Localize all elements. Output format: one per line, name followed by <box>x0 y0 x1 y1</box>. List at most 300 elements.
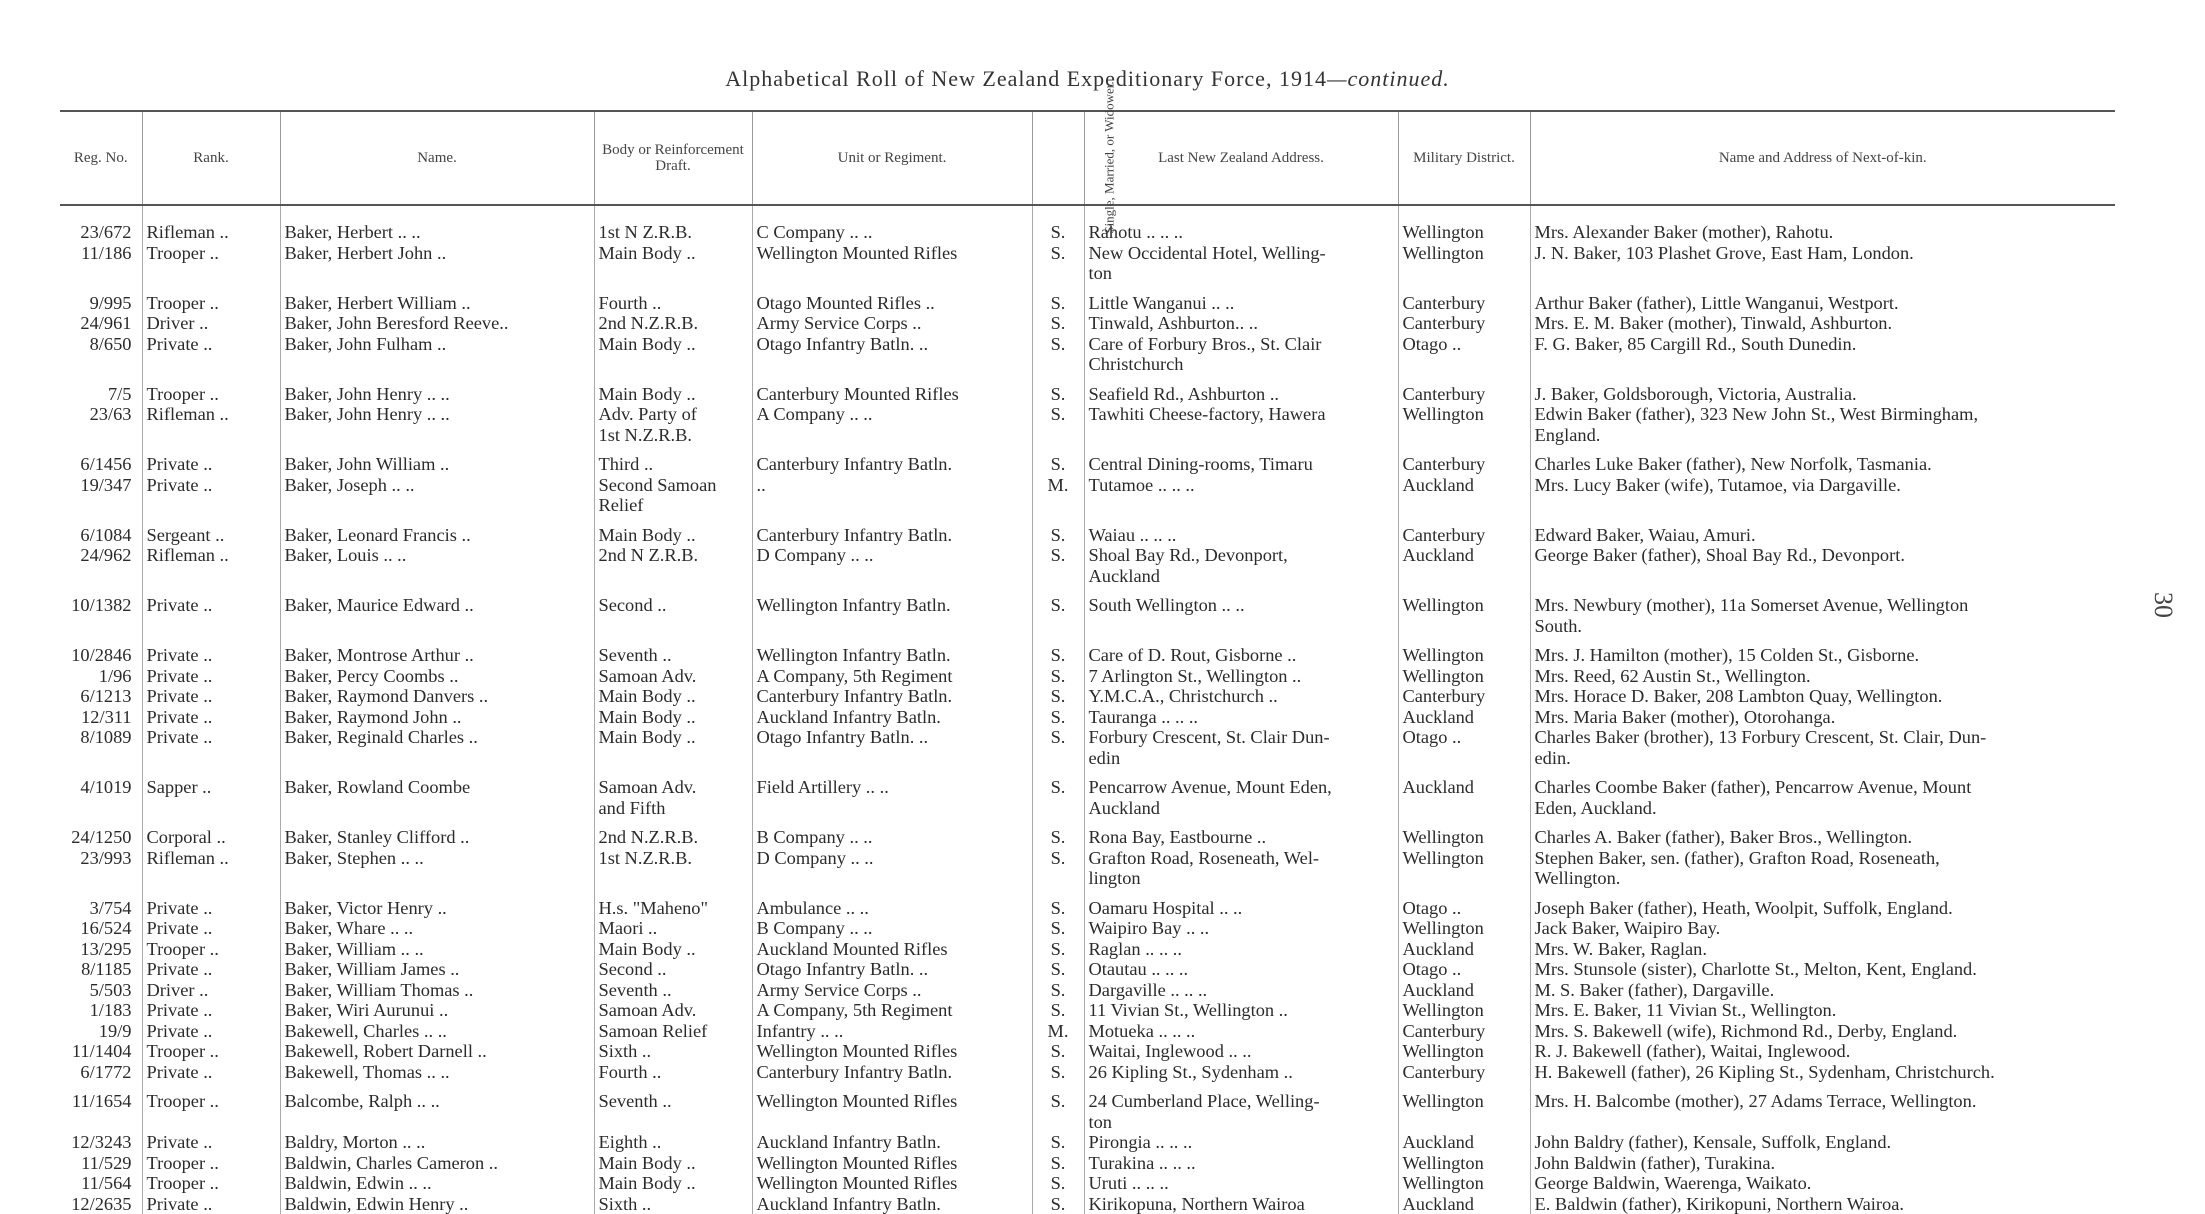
table-row <box>60 1062 2115 1083</box>
cell-rank: Trooper .. <box>142 375 280 405</box>
cell-kin: Mrs. S. Bakewell (wife), Richmond Rd., Derby, England. <box>1530 1021 2115 1042</box>
cell-body: 2nd N Z.R.B. <box>594 545 752 586</box>
cell-address: Seafield Rd., Ashburton .. <box>1084 375 1398 405</box>
cell-marital: M. <box>1032 1021 1084 1042</box>
table-row <box>60 1173 2115 1194</box>
cell-marital: S. <box>1032 848 1084 889</box>
cell-marital: S. <box>1032 243 1084 284</box>
cell-reg-no: 1/96 <box>60 666 142 687</box>
cell-body: Adv. Party of 1st N.Z.R.B. <box>594 404 752 445</box>
cell-rank: Private .. <box>142 918 280 939</box>
cell-kin: Mrs. Horace D. Baker, 208 Lambton Quay, Wellington. <box>1530 686 2115 707</box>
cell-address: Rahotu .. .. .. <box>1084 205 1398 243</box>
cell-unit: A Company .. .. <box>752 404 1032 445</box>
cell-name: Baker, Wiri Aurunui .. <box>280 1000 594 1021</box>
cell-district: Wellington <box>1398 586 1530 636</box>
cell-address: Dargaville .. .. .. <box>1084 980 1398 1001</box>
table-row <box>60 404 2115 445</box>
col-header-unit: Unit or Regiment. <box>752 111 1032 205</box>
cell-unit: B Company .. .. <box>752 818 1032 848</box>
cell-kin: Mrs. Maria Baker (mother), Otorohanga. <box>1530 707 2115 728</box>
cell-rank: Private .. <box>142 707 280 728</box>
cell-marital: S. <box>1032 545 1084 586</box>
table-row <box>60 686 2115 707</box>
cell-rank: Trooper .. <box>142 939 280 960</box>
cell-marital: S. <box>1032 313 1084 334</box>
cell-district: Wellington <box>1398 243 1530 284</box>
cell-district: Wellington <box>1398 818 1530 848</box>
page-number: 30 <box>2148 592 2178 618</box>
col-header-marital-label: Single, Married, or Widower. <box>1102 81 1115 233</box>
col-header-address: Last New Zealand Address. <box>1084 111 1398 205</box>
cell-kin: John Baldry (father), Kensale, Suffolk, England. <box>1530 1132 2115 1153</box>
cell-name: Baker, Herbert .. .. <box>280 205 594 243</box>
cell-body: Sixth .. <box>594 1041 752 1062</box>
cell-rank: Rifleman .. <box>142 205 280 243</box>
cell-address: Little Wanganui .. .. <box>1084 284 1398 314</box>
cell-rank: Driver .. <box>142 980 280 1001</box>
cell-reg-no: 23/672 <box>60 205 142 243</box>
cell-name: Bakewell, Robert Darnell .. <box>280 1041 594 1062</box>
cell-rank: Private .. <box>142 475 280 516</box>
cell-name: Baker, Leonard Francis .. <box>280 516 594 546</box>
cell-marital: S. <box>1032 1041 1084 1062</box>
table-row <box>60 445 2115 475</box>
cell-unit: Canterbury Mounted Rifles <box>752 375 1032 405</box>
cell-rank: Private .. <box>142 1021 280 1042</box>
cell-name: Baker, Herbert John .. <box>280 243 594 284</box>
table-row <box>60 1021 2115 1042</box>
cell-name: Baker, Montrose Arthur .. <box>280 636 594 666</box>
cell-district: Auckland <box>1398 1132 1530 1153</box>
cell-name: Baker, Percy Coombs .. <box>280 666 594 687</box>
cell-reg-no: 6/1772 <box>60 1062 142 1083</box>
roll-body <box>60 205 2115 1214</box>
cell-district: Canterbury <box>1398 1062 1530 1083</box>
cell-name: Baker, William Thomas .. <box>280 980 594 1001</box>
cell-marital: S. <box>1032 918 1084 939</box>
title-continued: —continued. <box>1327 66 1450 91</box>
cell-unit: Wellington Mounted Rifles <box>752 1082 1032 1132</box>
cell-rank: Trooper .. <box>142 1173 280 1194</box>
cell-kin: John Baldwin (father), Turakina. <box>1530 1153 2115 1174</box>
cell-district: Canterbury <box>1398 1021 1530 1042</box>
cell-district: Canterbury <box>1398 516 1530 546</box>
cell-address: Grafton Road, Roseneath, Wel- lington <box>1084 848 1398 889</box>
cell-reg-no: 1/183 <box>60 1000 142 1021</box>
cell-unit: A Company, 5th Regiment <box>752 666 1032 687</box>
cell-body: Main Body .. <box>594 516 752 546</box>
cell-reg-no: 23/993 <box>60 848 142 889</box>
cell-reg-no: 8/650 <box>60 334 142 375</box>
cell-district: Auckland <box>1398 707 1530 728</box>
cell-body: Second .. <box>594 959 752 980</box>
cell-district: Auckland <box>1398 768 1530 818</box>
cell-kin: Charles A. Baker (father), Baker Bros., Wellington. <box>1530 818 2115 848</box>
cell-kin: Edwin Baker (father), 323 New John St., West Birmingham, England. <box>1530 404 2115 445</box>
cell-body: Main Body .. <box>594 939 752 960</box>
cell-rank: Private .. <box>142 727 280 768</box>
cell-kin: Stephen Baker, sen. (father), Grafton Road, Roseneath, Wellington. <box>1530 848 2115 889</box>
table-row <box>60 889 2115 919</box>
cell-reg-no: 11/564 <box>60 1173 142 1194</box>
cell-reg-no: 12/3243 <box>60 1132 142 1153</box>
table-row <box>60 1132 2115 1153</box>
table-row <box>60 475 2115 516</box>
cell-address: Motueka .. .. .. <box>1084 1021 1398 1042</box>
cell-address: Care of Forbury Bros., St. Clair Christchurch <box>1084 334 1398 375</box>
cell-body: Seventh .. <box>594 980 752 1001</box>
cell-name: Baker, Reginald Charles .. <box>280 727 594 768</box>
cell-marital: S. <box>1032 284 1084 314</box>
cell-kin: Jack Baker, Waipiro Bay. <box>1530 918 2115 939</box>
col-header-rank: Rank. <box>142 111 280 205</box>
cell-rank: Private .. <box>142 636 280 666</box>
cell-district: Wellington <box>1398 1041 1530 1062</box>
cell-body: Samoan Adv. and Fifth <box>594 768 752 818</box>
cell-district: Wellington <box>1398 1173 1530 1194</box>
cell-kin: Charles Coombe Baker (father), Pencarrow Avenue, Mount Eden, Auckland. <box>1530 768 2115 818</box>
cell-name: Baker, John Henry .. .. <box>280 375 594 405</box>
cell-kin: Mrs. E. M. Baker (mother), Tinwald, Ashburton. <box>1530 313 2115 334</box>
cell-reg-no: 11/529 <box>60 1153 142 1174</box>
cell-body: Sixth .. <box>594 1194 752 1214</box>
cell-body: Main Body .. <box>594 707 752 728</box>
table-row <box>60 636 2115 666</box>
cell-marital: S. <box>1032 636 1084 666</box>
table-row <box>60 939 2115 960</box>
cell-kin: Mrs. Newbury (mother), 11a Somerset Avenue, Wellington South. <box>1530 586 2115 636</box>
cell-marital: S. <box>1032 205 1084 243</box>
cell-rank: Trooper .. <box>142 284 280 314</box>
cell-marital: S. <box>1032 768 1084 818</box>
cell-unit: C Company .. .. <box>752 205 1032 243</box>
cell-name: Baker, Herbert William .. <box>280 284 594 314</box>
cell-name: Baker, Stephen .. .. <box>280 848 594 889</box>
cell-unit: Otago Mounted Rifles .. <box>752 284 1032 314</box>
cell-body: Samoan Adv. <box>594 666 752 687</box>
table-row <box>60 727 2115 768</box>
table-row <box>60 545 2115 586</box>
cell-marital: S. <box>1032 889 1084 919</box>
cell-rank: Trooper .. <box>142 243 280 284</box>
table-row <box>60 1194 2115 1214</box>
table-row <box>60 313 2115 334</box>
cell-address: South Wellington .. .. <box>1084 586 1398 636</box>
table-row <box>60 848 2115 889</box>
table-row <box>60 707 2115 728</box>
cell-rank: Private .. <box>142 1000 280 1021</box>
cell-reg-no: 24/1250 <box>60 818 142 848</box>
cell-body: Second .. <box>594 586 752 636</box>
table-row <box>60 818 2115 848</box>
cell-rank: Private .. <box>142 1132 280 1153</box>
cell-marital: S. <box>1032 1153 1084 1174</box>
cell-kin: Mrs. E. Baker, 11 Vivian St., Wellington. <box>1530 1000 2115 1021</box>
cell-marital: S. <box>1032 1062 1084 1083</box>
col-header-body: Body or Reinforcement Draft. <box>594 111 752 205</box>
cell-reg-no: 13/295 <box>60 939 142 960</box>
cell-kin: Edward Baker, Waiau, Amuri. <box>1530 516 2115 546</box>
cell-address: Raglan .. .. .. <box>1084 939 1398 960</box>
cell-unit: Canterbury Infantry Batln. <box>752 445 1032 475</box>
table-row <box>60 334 2115 375</box>
cell-body: Main Body .. <box>594 375 752 405</box>
cell-marital: S. <box>1032 980 1084 1001</box>
cell-address: Tutamoe .. .. .. <box>1084 475 1398 516</box>
cell-reg-no: 24/962 <box>60 545 142 586</box>
cell-name: Baker, John Henry .. .. <box>280 404 594 445</box>
cell-name: Baker, Stanley Clifford .. <box>280 818 594 848</box>
page-title <box>60 66 2115 92</box>
table-row <box>60 1000 2115 1021</box>
cell-rank: Private .. <box>142 445 280 475</box>
cell-address: Central Dining-rooms, Timaru <box>1084 445 1398 475</box>
cell-body: Seventh .. <box>594 636 752 666</box>
cell-kin: J. N. Baker, 103 Plashet Grove, East Ham, London. <box>1530 243 2115 284</box>
cell-marital: S. <box>1032 1132 1084 1153</box>
cell-district: Canterbury <box>1398 686 1530 707</box>
cell-marital: S. <box>1032 586 1084 636</box>
cell-rank: Private .. <box>142 666 280 687</box>
cell-reg-no: 24/961 <box>60 313 142 334</box>
cell-district: Wellington <box>1398 1082 1530 1132</box>
cell-address: Waitai, Inglewood .. .. <box>1084 1041 1398 1062</box>
cell-address: 24 Cumberland Place, Welling- ton <box>1084 1082 1398 1132</box>
cell-body: 2nd N.Z.R.B. <box>594 313 752 334</box>
cell-rank: Private .. <box>142 889 280 919</box>
cell-kin: E. Baldwin (father), Kirikopuni, Northern Wairoa. <box>1530 1194 2115 1214</box>
cell-district: Otago .. <box>1398 889 1530 919</box>
cell-name: Bakewell, Charles .. .. <box>280 1021 594 1042</box>
cell-rank: Private .. <box>142 1062 280 1083</box>
title-main: Alphabetical Roll of New Zealand Expeditionary Force, 1914 <box>725 66 1327 91</box>
table-row <box>60 205 2115 243</box>
cell-name: Baker, William .. .. <box>280 939 594 960</box>
col-header-reg-no: Reg. No. <box>60 111 142 205</box>
cell-district: Canterbury <box>1398 284 1530 314</box>
cell-body: Main Body .. <box>594 243 752 284</box>
cell-address: Turakina .. .. .. <box>1084 1153 1398 1174</box>
cell-district: Auckland <box>1398 545 1530 586</box>
cell-address: Otautau .. .. .. <box>1084 959 1398 980</box>
table-row <box>60 375 2115 405</box>
cell-kin: Charles Luke Baker (father), New Norfolk, Tasmania. <box>1530 445 2115 475</box>
cell-unit: Wellington Infantry Batln. <box>752 586 1032 636</box>
table-row <box>60 959 2115 980</box>
cell-rank: Trooper .. <box>142 1041 280 1062</box>
cell-reg-no: 19/347 <box>60 475 142 516</box>
cell-district: Wellington <box>1398 404 1530 445</box>
cell-name: Baker, Raymond Danvers .. <box>280 686 594 707</box>
cell-unit: Canterbury Infantry Batln. <box>752 1062 1032 1083</box>
cell-unit: B Company .. .. <box>752 918 1032 939</box>
cell-name: Baker, Raymond John .. <box>280 707 594 728</box>
cell-district: Auckland <box>1398 980 1530 1001</box>
cell-kin: Charles Baker (brother), 13 Forbury Crescent, St. Clair, Dun- edin. <box>1530 727 2115 768</box>
cell-body: Seventh .. <box>594 1082 752 1132</box>
cell-reg-no: 6/1456 <box>60 445 142 475</box>
cell-kin: Mrs. Reed, 62 Austin St., Wellington. <box>1530 666 2115 687</box>
cell-reg-no: 12/311 <box>60 707 142 728</box>
cell-body: Samoan Adv. <box>594 1000 752 1021</box>
cell-district: Wellington <box>1398 636 1530 666</box>
cell-rank: Sapper .. <box>142 768 280 818</box>
cell-rank: Rifleman .. <box>142 404 280 445</box>
cell-reg-no: 5/503 <box>60 980 142 1001</box>
cell-address: Tauranga .. .. .. <box>1084 707 1398 728</box>
cell-unit: A Company, 5th Regiment <box>752 1000 1032 1021</box>
cell-reg-no: 9/995 <box>60 284 142 314</box>
cell-unit: Auckland Infantry Batln. <box>752 1194 1032 1214</box>
cell-unit: Otago Infantry Batln. .. <box>752 959 1032 980</box>
roll-table <box>60 110 2115 1214</box>
cell-unit: .. <box>752 475 1032 516</box>
cell-unit: Auckland Infantry Batln. <box>752 1132 1032 1153</box>
cell-marital: S. <box>1032 375 1084 405</box>
table-row <box>60 1041 2115 1062</box>
col-header-district: Military District. <box>1398 111 1530 205</box>
cell-marital: S. <box>1032 1173 1084 1194</box>
cell-reg-no: 11/1654 <box>60 1082 142 1132</box>
table-row <box>60 980 2115 1001</box>
cell-name: Baker, Whare .. .. <box>280 918 594 939</box>
cell-district: Canterbury <box>1398 375 1530 405</box>
cell-address: Shoal Bay Rd., Devonport, Auckland <box>1084 545 1398 586</box>
cell-unit: Infantry .. .. <box>752 1021 1032 1042</box>
cell-unit: Auckland Mounted Rifles <box>752 939 1032 960</box>
cell-marital: S. <box>1032 1082 1084 1132</box>
cell-kin: F. G. Baker, 85 Cargill Rd., South Dunedin. <box>1530 334 2115 375</box>
cell-body: Fourth .. <box>594 284 752 314</box>
cell-name: Baker, Victor Henry .. <box>280 889 594 919</box>
cell-rank: Sergeant .. <box>142 516 280 546</box>
cell-district: Wellington <box>1398 918 1530 939</box>
cell-address: Oamaru Hospital .. .. <box>1084 889 1398 919</box>
cell-kin: Joseph Baker (father), Heath, Woolpit, Suffolk, England. <box>1530 889 2115 919</box>
cell-name: Baker, William James .. <box>280 959 594 980</box>
cell-address: Forbury Crescent, St. Clair Dun- edin <box>1084 727 1398 768</box>
cell-marital: S. <box>1032 666 1084 687</box>
cell-address: New Occidental Hotel, Welling- ton <box>1084 243 1398 284</box>
cell-marital: S. <box>1032 707 1084 728</box>
cell-district: Auckland <box>1398 1194 1530 1214</box>
cell-rank: Private .. <box>142 1194 280 1214</box>
cell-address: Kirikopuna, Northern Wairoa <box>1084 1194 1398 1214</box>
cell-body: Main Body .. <box>594 1153 752 1174</box>
cell-marital: S. <box>1032 334 1084 375</box>
cell-unit: Wellington Infantry Batln. <box>752 636 1032 666</box>
table-row <box>60 586 2115 636</box>
cell-rank: Private .. <box>142 686 280 707</box>
cell-unit: Army Service Corps .. <box>752 980 1032 1001</box>
cell-kin: George Baker (father), Shoal Bay Rd., Devonport. <box>1530 545 2115 586</box>
cell-body: Eighth .. <box>594 1132 752 1153</box>
cell-address: 11 Vivian St., Wellington .. <box>1084 1000 1398 1021</box>
cell-district: Auckland <box>1398 939 1530 960</box>
cell-body: 1st N Z.R.B. <box>594 205 752 243</box>
cell-address: Rona Bay, Eastbourne .. <box>1084 818 1398 848</box>
cell-rank: Private .. <box>142 586 280 636</box>
table-row <box>60 284 2115 314</box>
cell-marital: S. <box>1032 818 1084 848</box>
cell-body: Main Body .. <box>594 1173 752 1194</box>
cell-kin: Mrs. W. Baker, Raglan. <box>1530 939 2115 960</box>
cell-body: Main Body .. <box>594 686 752 707</box>
cell-reg-no: 4/1019 <box>60 768 142 818</box>
cell-unit: Otago Infantry Batln. .. <box>752 727 1032 768</box>
cell-reg-no: 10/2846 <box>60 636 142 666</box>
cell-unit: Wellington Mounted Rifles <box>752 1041 1032 1062</box>
cell-rank: Private .. <box>142 334 280 375</box>
cell-district: Wellington <box>1398 666 1530 687</box>
cell-reg-no: 6/1213 <box>60 686 142 707</box>
cell-name: Balcombe, Ralph .. .. <box>280 1082 594 1132</box>
cell-body: Maori .. <box>594 918 752 939</box>
cell-district: Wellington <box>1398 1000 1530 1021</box>
cell-name: Baker, John Fulham .. <box>280 334 594 375</box>
cell-kin: Mrs. Lucy Baker (wife), Tutamoe, via Dargaville. <box>1530 475 2115 516</box>
table-row <box>60 918 2115 939</box>
col-header-kin: Name and Address of Next-of-kin. <box>1530 111 2115 205</box>
cell-kin: George Baldwin, Waerenga, Waikato. <box>1530 1173 2115 1194</box>
table-row <box>60 768 2115 818</box>
cell-body: Third .. <box>594 445 752 475</box>
cell-address: Y.M.C.A., Christchurch .. <box>1084 686 1398 707</box>
cell-unit: Ambulance .. .. <box>752 889 1032 919</box>
cell-address: 26 Kipling St., Sydenham .. <box>1084 1062 1398 1083</box>
cell-rank: Corporal .. <box>142 818 280 848</box>
cell-reg-no: 7/5 <box>60 375 142 405</box>
cell-rank: Rifleman .. <box>142 848 280 889</box>
cell-kin: Mrs. Alexander Baker (mother), Rahotu. <box>1530 205 2115 243</box>
cell-district: Wellington <box>1398 848 1530 889</box>
cell-name: Baker, Rowland Coombe <box>280 768 594 818</box>
cell-marital: S. <box>1032 939 1084 960</box>
cell-name: Baker, Louis .. .. <box>280 545 594 586</box>
cell-unit: D Company .. .. <box>752 848 1032 889</box>
cell-reg-no: 16/524 <box>60 918 142 939</box>
table-row <box>60 516 2115 546</box>
cell-marital: S. <box>1032 404 1084 445</box>
cell-marital: S. <box>1032 686 1084 707</box>
cell-reg-no: 3/754 <box>60 889 142 919</box>
cell-address: Pencarrow Avenue, Mount Eden, Auckland <box>1084 768 1398 818</box>
cell-name: Baldwin, Edwin Henry .. <box>280 1194 594 1214</box>
cell-rank: Trooper .. <box>142 1082 280 1132</box>
cell-body: Fourth .. <box>594 1062 752 1083</box>
cell-district: Canterbury <box>1398 445 1530 475</box>
cell-name: Bakewell, Thomas .. .. <box>280 1062 594 1083</box>
cell-name: Baldwin, Charles Cameron .. <box>280 1153 594 1174</box>
cell-reg-no: 12/2635 <box>60 1194 142 1214</box>
cell-address: Tawhiti Cheese-factory, Hawera <box>1084 404 1398 445</box>
cell-marital: S. <box>1032 1000 1084 1021</box>
cell-marital: S. <box>1032 959 1084 980</box>
cell-kin: Arthur Baker (father), Little Wanganui, Westport. <box>1530 284 2115 314</box>
cell-unit: Wellington Mounted Rifles <box>752 1173 1032 1194</box>
cell-unit: Wellington Mounted Rifles <box>752 243 1032 284</box>
cell-rank: Trooper .. <box>142 1153 280 1174</box>
cell-unit: Canterbury Infantry Batln. <box>752 516 1032 546</box>
cell-unit: Field Artillery .. .. <box>752 768 1032 818</box>
cell-unit: Wellington Mounted Rifles <box>752 1153 1032 1174</box>
cell-kin: M. S. Baker (father), Dargaville. <box>1530 980 2115 1001</box>
cell-body: 2nd N.Z.R.B. <box>594 818 752 848</box>
table-row <box>60 243 2115 284</box>
cell-district: Canterbury <box>1398 313 1530 334</box>
cell-kin: Mrs. H. Balcombe (mother), 27 Adams Terrace, Wellington. <box>1530 1082 2115 1132</box>
